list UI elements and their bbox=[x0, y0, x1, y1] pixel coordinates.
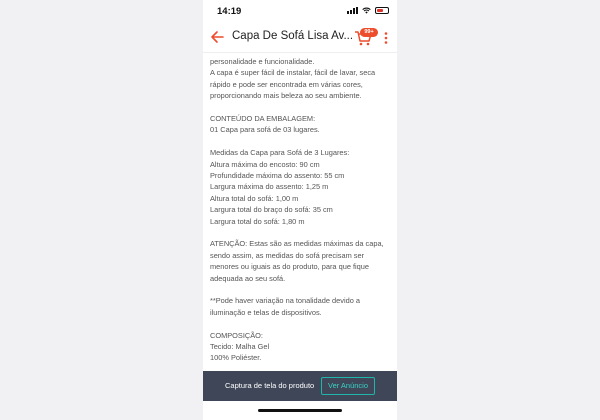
description-line: Altura máxima do encosto: 90 cm bbox=[210, 159, 320, 169]
description-line: Largura máxima do assento: 1,25 m bbox=[210, 182, 329, 192]
description-line: sendo assim, as medidas do sofá precisam ser bbox=[210, 250, 365, 260]
app-header bbox=[203, 24, 397, 53]
description-line: Altura total do sofá: 1,00 m bbox=[210, 193, 299, 203]
description-line: COMPOSIÇÃO: bbox=[210, 330, 263, 340]
description-spacer bbox=[210, 284, 394, 295]
status-time: 14:19 bbox=[217, 6, 242, 17]
description-line: 01 Capa para sofá de 03 lugares. bbox=[210, 125, 320, 135]
description-lines bbox=[210, 56, 394, 364]
status-bar bbox=[203, 0, 397, 22]
description-line: menores ou iguais as do produto, para que fique bbox=[210, 262, 370, 272]
back-arrow-icon[interactable] bbox=[210, 30, 224, 44]
status-icons bbox=[347, 7, 389, 14]
cart-badge: 99+ bbox=[360, 28, 378, 37]
description-line: rápido e pode ser encontrada em várias cores, bbox=[210, 79, 363, 89]
description-line: proporcionando mais beleza ao seu ambiente. bbox=[210, 91, 362, 101]
description-line: personalidade e funcionalidade. bbox=[210, 57, 315, 66]
page-title: Capa De Sofá Lisa Av... bbox=[232, 30, 354, 42]
description-line: A capa é super fácil de instalar, fácil de lavar, seca bbox=[210, 68, 376, 78]
description-spacer bbox=[210, 102, 394, 113]
description-line: Tecido: Malha Gel bbox=[210, 342, 270, 352]
description-spacer bbox=[210, 136, 394, 147]
description-spacer bbox=[210, 227, 394, 238]
view-listing-button[interactable]: Ver Anúncio bbox=[321, 377, 375, 395]
phone-screen bbox=[203, 0, 397, 420]
description-line: 100% Poliéster. bbox=[210, 353, 262, 363]
description-line: Largura total do braço do sofá: 35 cm bbox=[210, 205, 333, 215]
description-line: Medidas da Capa para Sofá de 3 Lugares: bbox=[210, 148, 350, 158]
wifi-icon bbox=[362, 7, 371, 14]
signal-icon bbox=[347, 7, 358, 14]
description-line: Profundidade máxima do assento: 55 cm bbox=[210, 171, 345, 181]
description-spacer bbox=[210, 318, 394, 329]
more-vertical-icon[interactable] bbox=[384, 32, 388, 44]
battery-icon bbox=[375, 7, 389, 14]
home-indicator[interactable] bbox=[258, 409, 342, 412]
description-line: CONTEÚDO DA EMBALAGEM: bbox=[210, 114, 316, 124]
description-line: Largura total do sofá: 1,80 m bbox=[210, 216, 305, 226]
product-description bbox=[210, 50, 394, 364]
description-line: iluminação e telas de dispositivos. bbox=[210, 307, 322, 317]
screenshot-snackbar bbox=[203, 371, 397, 401]
description-line: ATENÇÃO: Estas são as medidas máximas da capa, bbox=[210, 239, 384, 249]
snackbar-text: Captura de tela do produto bbox=[225, 381, 315, 390]
description-line: adequada ao seu sofá. bbox=[210, 273, 286, 283]
description-line: **Pode haver variação na tonalidade devido a bbox=[210, 296, 360, 306]
